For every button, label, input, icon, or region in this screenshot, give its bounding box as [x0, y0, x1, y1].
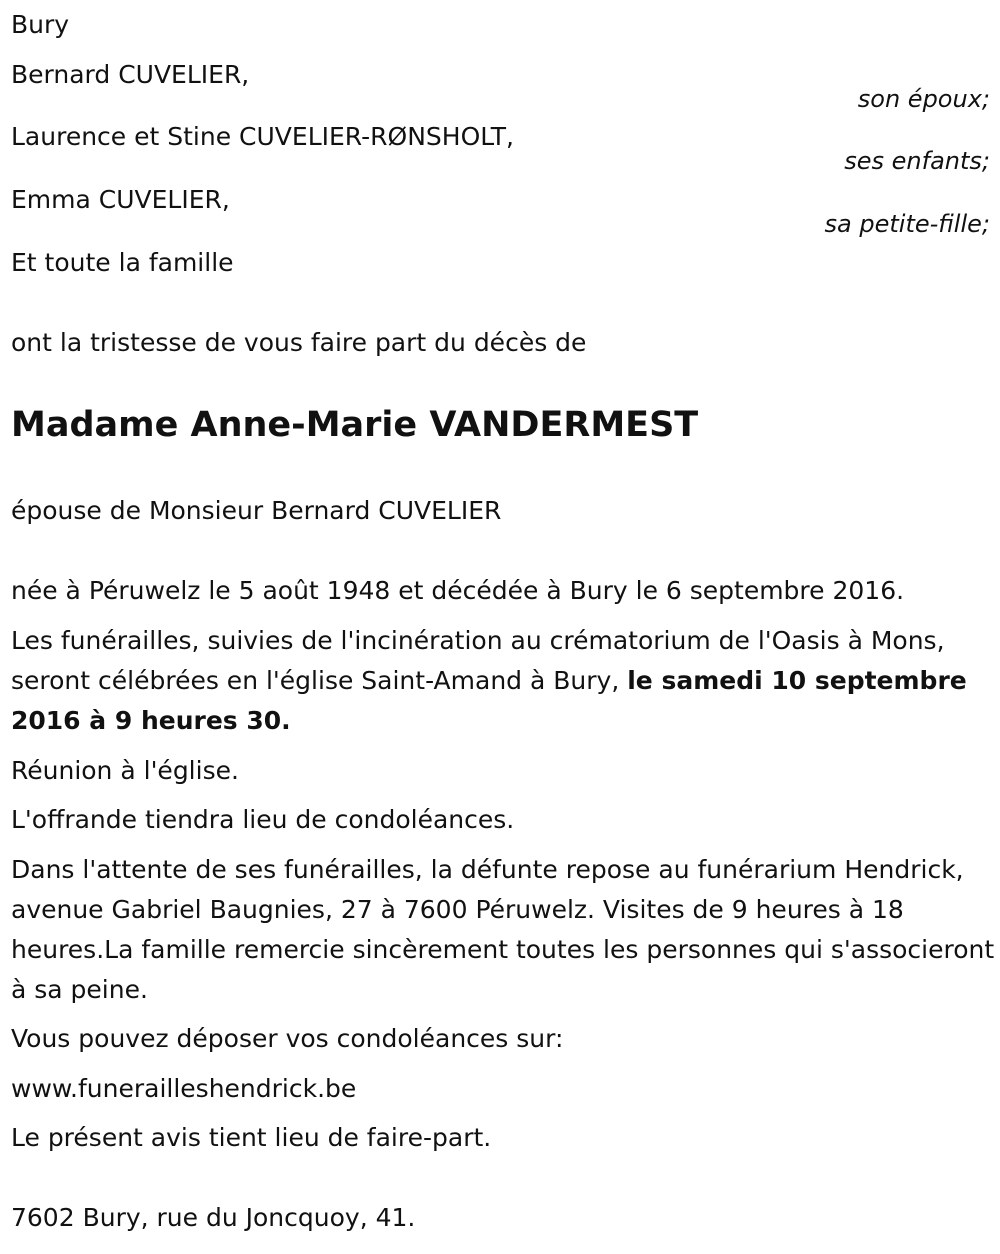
family-member-children: Laurence et Stine CUVELIER-RØNSHOLT, — [11, 122, 514, 151]
family-role-granddaughter: sa petite-fille; — [824, 210, 990, 238]
offering-line: L'offrande tiendra lieu de condoléances. — [11, 805, 515, 834]
family-role-children: ses enfants; — [844, 147, 990, 175]
funeral-text: Les funérailles, suivies de l'incinération au crématorium de l'Oasis à Mons, seront célébrées en l'église Saint-Amand à Bury, — [11, 626, 945, 695]
spouse-line: épouse de Monsieur Bernard CUVELIER — [11, 496, 502, 525]
family-member-spouse: Bernard CUVELIER, — [11, 60, 250, 89]
deceased-name: Madame Anne-Marie VANDERMEST — [11, 405, 699, 445]
visitation-paragraph: Dans l'attente de ses funérailles, la défunte repose au funérarium Hendrick, avenue Gabriel Baugnies, 27 à 7600 Péruwelz. Visites de 9 heures à 18 heures.La famille remercie sincèrement toutes les personnes qui s'associeront à sa peine. — [11, 855, 995, 1004]
condolences-label: Vous pouvez déposer vos condoléances sur: — [11, 1024, 564, 1053]
family-member-granddaughter: Emma CUVELIER, — [11, 185, 230, 214]
meeting-line: Réunion à l'église. — [11, 756, 239, 785]
address-line: 7602 Bury, rue du Joncquoy, 41. — [11, 1203, 416, 1232]
announcement-text: ont la tristesse de vous faire part du décès de — [11, 328, 587, 357]
birth-death-line: née à Péruwelz le 5 août 1948 et décédée à Bury le 6 septembre 2016. — [11, 576, 905, 605]
notice-line: Le présent avis tient lieu de faire-part. — [11, 1123, 492, 1152]
header-place: Bury — [11, 10, 70, 39]
funeral-date: le samedi 10 septembre 2016 à 9 heures 30. — [11, 666, 967, 735]
funeral-paragraph — [11, 621, 996, 741]
condolences-link[interactable]: www.funerailleshendrick.be — [11, 1074, 357, 1103]
family-role-spouse: son époux; — [857, 85, 990, 113]
family-member-all: Et toute la famille — [11, 248, 234, 277]
